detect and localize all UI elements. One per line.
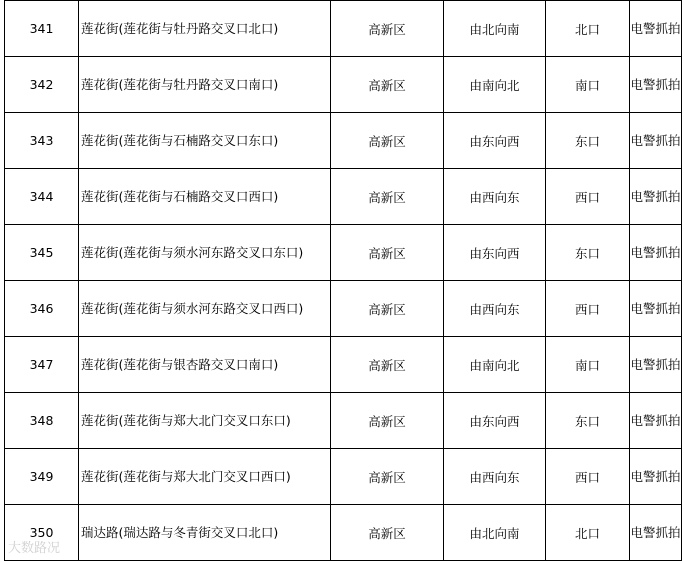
camera-table (4, 0, 682, 561)
table-row (5, 1, 682, 57)
direction-cell: 由西向东 (444, 169, 546, 225)
location-cell: 莲花街(莲花街与石楠路交叉口西口) (79, 169, 331, 225)
table-row (5, 337, 682, 393)
row-number: 346 (5, 281, 79, 337)
district-cell: 高新区 (331, 57, 444, 113)
direction-cell: 由北向南 (444, 1, 546, 57)
row-number: 342 (5, 57, 79, 113)
capture-type-cell: 电警抓拍 (630, 1, 682, 57)
direction-cell: 由西向东 (444, 281, 546, 337)
location-cell: 莲花街(莲花街与牡丹路交叉口南口) (79, 57, 331, 113)
table-row (5, 113, 682, 169)
direction-cell: 由东向西 (444, 113, 546, 169)
district-cell: 高新区 (331, 169, 444, 225)
entrance-cell: 西口 (546, 169, 630, 225)
capture-type-cell: 电警抓拍 (630, 113, 682, 169)
table-row (5, 281, 682, 337)
row-number: 344 (5, 169, 79, 225)
district-cell: 高新区 (331, 113, 444, 169)
row-number: 341 (5, 1, 79, 57)
capture-type-cell: 电警抓拍 (630, 393, 682, 449)
direction-cell: 由东向西 (444, 225, 546, 281)
district-cell: 高新区 (331, 1, 444, 57)
capture-type-cell: 电警抓拍 (630, 169, 682, 225)
table-row (5, 169, 682, 225)
capture-type-cell: 电警抓拍 (630, 57, 682, 113)
entrance-cell: 南口 (546, 337, 630, 393)
entrance-cell: 西口 (546, 449, 630, 505)
row-number: 343 (5, 113, 79, 169)
entrance-cell: 西口 (546, 281, 630, 337)
capture-type-cell: 电警抓拍 (630, 449, 682, 505)
entrance-cell: 北口 (546, 505, 630, 561)
district-cell: 高新区 (331, 337, 444, 393)
direction-cell: 由南向北 (444, 337, 546, 393)
district-cell: 高新区 (331, 225, 444, 281)
district-cell: 高新区 (331, 505, 444, 561)
location-cell: 莲花街(莲花街与银杏路交叉口南口) (79, 337, 331, 393)
district-cell: 高新区 (331, 281, 444, 337)
row-number: 349 (5, 449, 79, 505)
direction-cell: 由北向南 (444, 505, 546, 561)
location-cell: 莲花街(莲花街与郑大北门交叉口东口) (79, 393, 331, 449)
capture-type-cell: 电警抓拍 (630, 281, 682, 337)
entrance-cell: 东口 (546, 113, 630, 169)
table-row (5, 505, 682, 561)
row-number: 348 (5, 393, 79, 449)
direction-cell: 由东向西 (444, 393, 546, 449)
row-number: 350 (5, 505, 79, 561)
entrance-cell: 东口 (546, 225, 630, 281)
location-cell: 莲花街(莲花街与须水河东路交叉口西口) (79, 281, 331, 337)
location-cell: 莲花街(莲花街与郑大北门交叉口西口) (79, 449, 331, 505)
direction-cell: 由西向东 (444, 449, 546, 505)
direction-cell: 由南向北 (444, 57, 546, 113)
row-number: 347 (5, 337, 79, 393)
capture-type-cell: 电警抓拍 (630, 505, 682, 561)
entrance-cell: 东口 (546, 393, 630, 449)
capture-type-cell: 电警抓拍 (630, 225, 682, 281)
camera-table-body (5, 1, 682, 561)
capture-type-cell: 电警抓拍 (630, 337, 682, 393)
watermark: 大数路况 (8, 541, 61, 556)
table-row (5, 449, 682, 505)
table-row (5, 57, 682, 113)
table-row (5, 393, 682, 449)
location-cell: 莲花街(莲花街与须水河东路交叉口东口) (79, 225, 331, 281)
district-cell: 高新区 (331, 449, 444, 505)
row-number: 345 (5, 225, 79, 281)
entrance-cell: 北口 (546, 1, 630, 57)
district-cell: 高新区 (331, 393, 444, 449)
location-cell: 莲花街(莲花街与牡丹路交叉口北口) (79, 1, 331, 57)
location-cell: 瑞达路(瑞达路与冬青街交叉口北口) (79, 505, 331, 561)
table-row (5, 225, 682, 281)
location-cell: 莲花街(莲花街与石楠路交叉口东口) (79, 113, 331, 169)
entrance-cell: 南口 (546, 57, 630, 113)
